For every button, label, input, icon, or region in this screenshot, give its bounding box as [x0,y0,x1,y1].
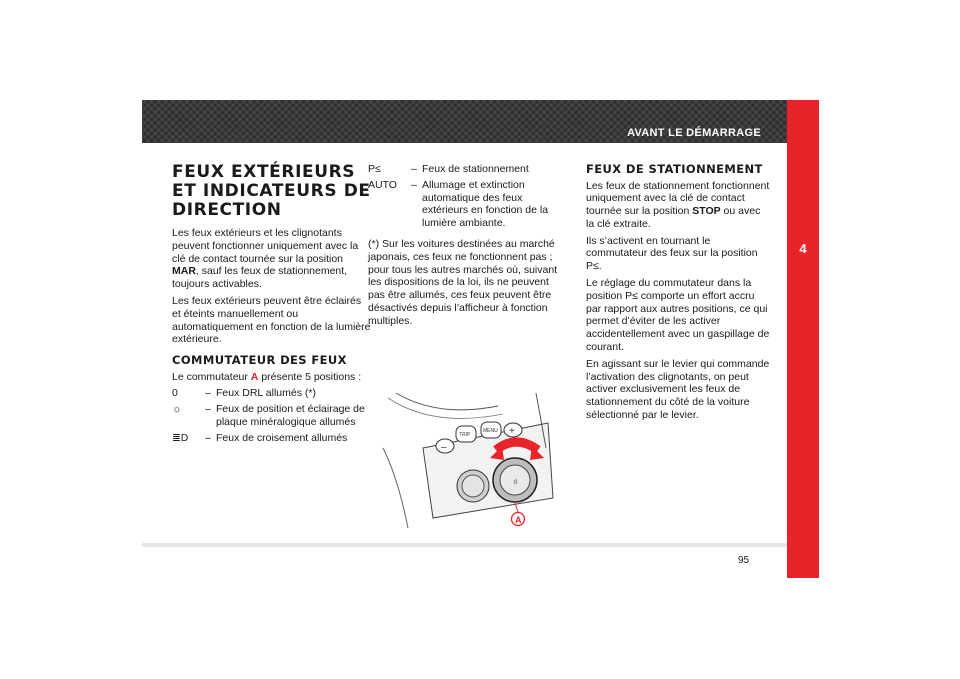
dipped-beam-icon: ≣D [172,431,189,444]
switch-heading: COMMUTATEUR DES FEUX [172,353,347,368]
page-number: 95 [738,555,750,566]
paragraph-auto-lights: Les feux extérieurs peuvent être éclairés et éteints manuellement ou automatiquement en fonction de la lumière extérieure. [172,294,371,346]
section-title: AVANT LE DÉMARRAGE [627,127,761,139]
svg-text:TRIP: TRIP [459,432,471,438]
footer-rule [142,543,787,547]
position-parking: P≤ – Feux de stationnement [368,163,529,175]
footnote-japan: (*) Sur les voitures destinées au marché japonais, ces feux ne fonctionnent pas ; pour tous les autres marchés où, suivant les dispositions de la loi, ils ne peuvent pas être allumés, ces feux peuvent être désactivés depuis l’afficheur à fonction multiples. [368,237,558,327]
parking-heading: FEUX DE STATIONNEMENT [586,162,763,176]
parking-light-icon: P≤ [368,163,381,175]
column-exterior-lights [172,163,372,448]
paragraph-parking-activate: Ils s’activent en tournant le commutateur des feux sur la position P≤. [586,234,758,273]
main-heading: FEUX EXTÉRIEURS ET INDICATEURS DE DIRECTION [172,162,371,220]
paragraph-key-position: Les feux extérieurs et les clignotants peuvent fonctionner uniquement avec la clé de contact tournée sur la position MAR, sauf les feux de stationnement, toujours activables. [172,227,359,291]
header-band [142,100,787,143]
svg-text:MENU: MENU [483,428,498,434]
position-drl: 0 – Feux DRL allumés (*) [172,387,316,400]
column-parking-lights [586,163,771,426]
svg-text:–: – [441,442,447,453]
switch-intro: Le commutateur A présente 5 positions : [172,370,362,383]
paragraph-parking-effort: Le réglage du commutateur dans la position P≤ comporte un effort accru par rapport aux autres positions, ce qui permet d’éviter de les activer accidentellement avec un gaspillage de courant. [586,277,770,354]
position-dipped-beam: ≣D – Feux de croisement allumés [172,431,348,444]
paragraph-parking-key: Les feux de stationnement fonctionnent uniquement avec la clé de contact tournée sur la position STOP ou avec la clé extraite. [586,179,770,230]
position-sidelights: ☼ – Feux de position et éclairage de plaque minéralogique allumés [172,403,365,429]
svg-text:0: 0 [514,480,518,486]
chapter-tab [787,100,819,578]
svg-text:A: A [515,515,522,525]
light-switch-illustration [378,388,568,528]
chapter-number: 4 [799,241,807,256]
column-positions-cont [368,163,568,332]
svg-text:+: + [509,426,515,437]
sidelight-icon: ☼ [172,403,182,416]
paragraph-parking-lever: En agissant sur le levier qui commande l’activation des clignotants, on peut activer exclusivement les feux de stationnement du côté de la voiture sélectionné par le levier. [586,357,770,422]
position-auto: AUTO – Allumage et extinction automatique des feux extérieurs en fonction de la lumière ambiante. [368,178,549,230]
